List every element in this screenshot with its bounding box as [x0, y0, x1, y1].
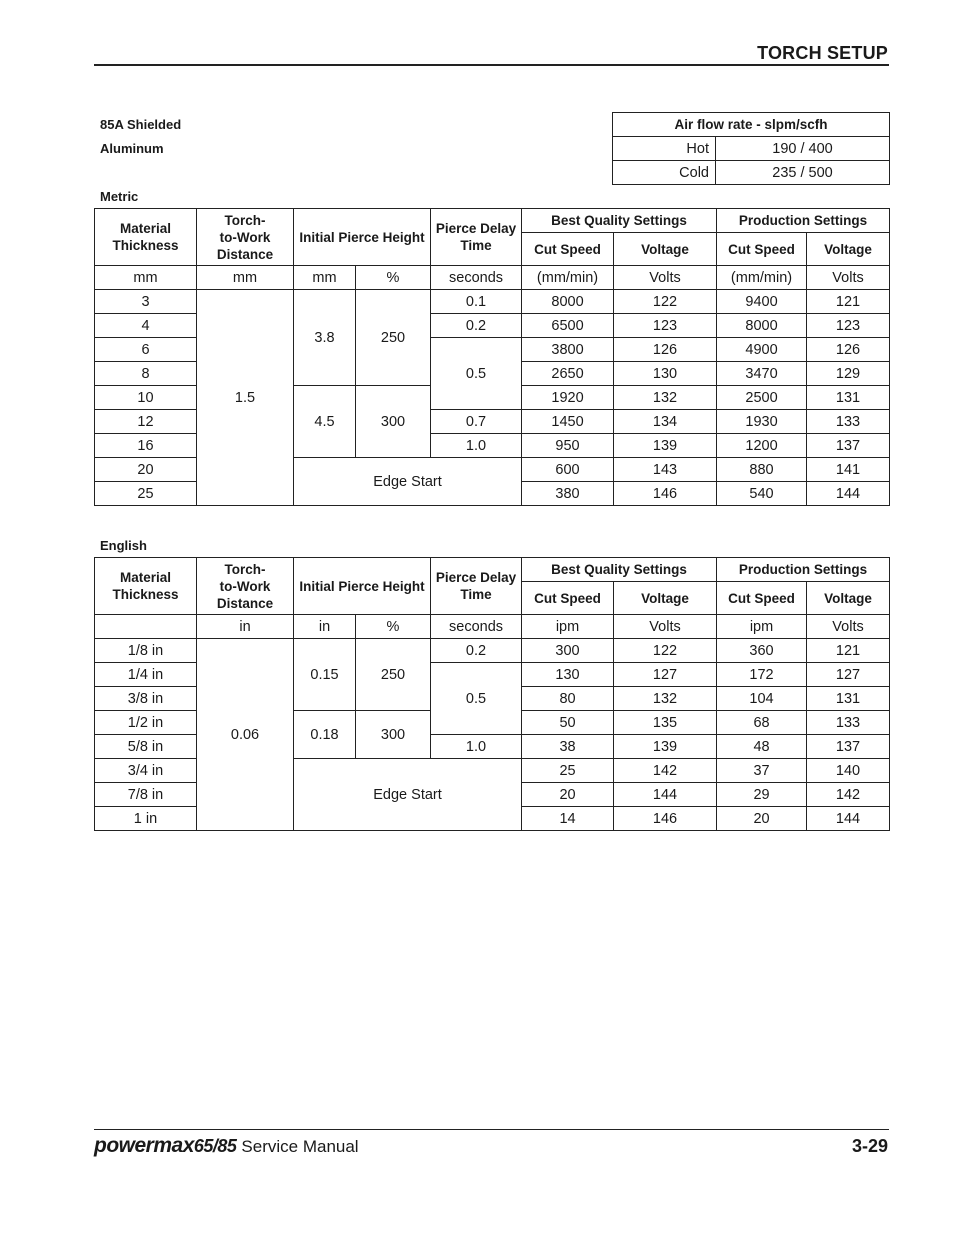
pierce-pct-cell: 250 — [356, 639, 431, 711]
header-bq-cut-speed: Cut Speed — [522, 582, 614, 615]
pr-volts-cell: 137 — [807, 735, 890, 759]
pr-volts-cell: 129 — [807, 362, 890, 386]
header-initial-pierce: Initial Pierce Height — [294, 558, 431, 615]
pr-speed-cell: 540 — [717, 482, 807, 506]
header-torch-to-work: Torch- to-Work Distance — [197, 209, 294, 266]
pr-volts-cell: 131 — [807, 687, 890, 711]
metric-label: Metric — [100, 189, 139, 204]
manual-title: Service Manual — [241, 1137, 359, 1156]
pr-speed-cell: 360 — [717, 639, 807, 663]
unit-cell: % — [356, 615, 431, 639]
airflow-hot-value: 190 / 400 — [716, 137, 890, 161]
delay-cell: 1.0 — [431, 434, 522, 458]
unit-cell: (mm/min) — [522, 266, 614, 290]
airflow-cold-label: Cold — [613, 161, 716, 185]
bq-speed-cell: 3800 — [522, 338, 614, 362]
delay-cell: 0.2 — [431, 314, 522, 338]
delay-cell: 0.5 — [431, 338, 522, 410]
pr-volts-cell: 121 — [807, 639, 890, 663]
header-initial-pierce: Initial Pierce Height — [294, 209, 431, 266]
pr-speed-cell: 68 — [717, 711, 807, 735]
unit-cell: seconds — [431, 266, 522, 290]
unit-cell: ipm — [717, 615, 807, 639]
bq-speed-cell: 300 — [522, 639, 614, 663]
bq-speed-cell: 14 — [522, 807, 614, 831]
header-pr-voltage: Voltage — [807, 233, 890, 266]
header-material-thickness: Material Thickness — [95, 209, 197, 266]
pr-volts-cell: 140 — [807, 759, 890, 783]
unit-cell: Volts — [807, 266, 890, 290]
pierce-pct-cell: 300 — [356, 711, 431, 759]
pr-speed-cell: 37 — [717, 759, 807, 783]
pr-speed-cell: 2500 — [717, 386, 807, 410]
pr-volts-cell: 131 — [807, 386, 890, 410]
thickness-cell: 20 — [95, 458, 197, 482]
footer-brand — [94, 1134, 359, 1158]
bq-speed-cell: 380 — [522, 482, 614, 506]
thickness-cell: 3/8 in — [95, 687, 197, 711]
thickness-cell: 7/8 in — [95, 783, 197, 807]
bq-volts-cell: 139 — [614, 735, 717, 759]
bq-speed-cell: 50 — [522, 711, 614, 735]
header-pierce-delay: Pierce Delay Time — [431, 209, 522, 266]
pierce-height-cell: 3.8 — [294, 290, 356, 386]
bq-speed-cell: 1920 — [522, 386, 614, 410]
header-best-quality: Best Quality Settings — [522, 209, 717, 233]
pierce-height-cell: 0.15 — [294, 639, 356, 711]
footer-rule — [94, 1129, 889, 1130]
airflow-cold-value: 235 / 500 — [716, 161, 890, 185]
unit-cell: seconds — [431, 615, 522, 639]
unit-cell: mm — [197, 266, 294, 290]
thickness-cell: 3 — [95, 290, 197, 314]
edge-start-cell: Edge Start — [294, 759, 522, 831]
pr-volts-cell: 127 — [807, 663, 890, 687]
delay-cell: 0.1 — [431, 290, 522, 314]
thickness-cell: 6 — [95, 338, 197, 362]
thickness-cell: 1/2 in — [95, 711, 197, 735]
pr-volts-cell: 137 — [807, 434, 890, 458]
unit-cell: ipm — [522, 615, 614, 639]
pr-speed-cell: 48 — [717, 735, 807, 759]
brand-model: 65/85 — [193, 1136, 237, 1156]
header-pr-voltage: Voltage — [807, 582, 890, 615]
thickness-cell: 4 — [95, 314, 197, 338]
thickness-cell: 8 — [95, 362, 197, 386]
pr-speed-cell: 4900 — [717, 338, 807, 362]
thickness-cell: 3/4 in — [95, 759, 197, 783]
airflow-table — [612, 112, 890, 185]
bq-volts-cell: 123 — [614, 314, 717, 338]
edge-start-cell: Edge Start — [294, 458, 522, 506]
table-row — [95, 290, 890, 314]
bq-volts-cell: 130 — [614, 362, 717, 386]
bq-volts-cell: 122 — [614, 290, 717, 314]
bq-volts-cell: 143 — [614, 458, 717, 482]
unit-cell: in — [197, 615, 294, 639]
unit-cell: (mm/min) — [717, 266, 807, 290]
pr-volts-cell: 144 — [807, 807, 890, 831]
bq-speed-cell: 600 — [522, 458, 614, 482]
delay-cell: 1.0 — [431, 735, 522, 759]
bq-speed-cell: 1450 — [522, 410, 614, 434]
thickness-cell: 1/8 in — [95, 639, 197, 663]
airflow-hot-label: Hot — [613, 137, 716, 161]
delay-cell: 0.7 — [431, 410, 522, 434]
bq-volts-cell: 132 — [614, 687, 717, 711]
pr-volts-cell: 141 — [807, 458, 890, 482]
brand-name: powermax — [94, 1134, 194, 1157]
english-table — [94, 557, 890, 831]
english-label: English — [100, 538, 147, 553]
pr-volts-cell: 133 — [807, 711, 890, 735]
bq-speed-cell: 80 — [522, 687, 614, 711]
bq-speed-cell: 38 — [522, 735, 614, 759]
unit-cell: mm — [95, 266, 197, 290]
thickness-cell: 1 in — [95, 807, 197, 831]
torch-distance-cell: 0.06 — [197, 639, 294, 831]
pr-volts-cell: 123 — [807, 314, 890, 338]
pr-speed-cell: 880 — [717, 458, 807, 482]
header-material-thickness: Material Thickness — [95, 558, 197, 615]
pr-volts-cell: 133 — [807, 410, 890, 434]
pr-speed-cell: 1200 — [717, 434, 807, 458]
delay-cell: 0.5 — [431, 663, 522, 735]
bq-volts-cell: 139 — [614, 434, 717, 458]
pr-volts-cell: 121 — [807, 290, 890, 314]
pr-speed-cell: 1930 — [717, 410, 807, 434]
bq-volts-cell: 146 — [614, 807, 717, 831]
header-best-quality: Best Quality Settings — [522, 558, 717, 582]
header-bq-cut-speed: Cut Speed — [522, 233, 614, 266]
header-pierce-delay: Pierce Delay Time — [431, 558, 522, 615]
delay-cell: 0.2 — [431, 639, 522, 663]
header-pr-cut-speed: Cut Speed — [717, 233, 807, 266]
thickness-cell: 12 — [95, 410, 197, 434]
pierce-height-cell: 0.18 — [294, 711, 356, 759]
pr-speed-cell: 20 — [717, 807, 807, 831]
pr-speed-cell: 29 — [717, 783, 807, 807]
header-bq-voltage: Voltage — [614, 233, 717, 266]
thickness-cell: 1/4 in — [95, 663, 197, 687]
process-line-1: 85A Shielded — [100, 117, 182, 132]
thickness-cell: 25 — [95, 482, 197, 506]
pr-speed-cell: 3470 — [717, 362, 807, 386]
bq-speed-cell: 20 — [522, 783, 614, 807]
bq-speed-cell: 6500 — [522, 314, 614, 338]
bq-speed-cell: 950 — [522, 434, 614, 458]
unit-cell: Volts — [807, 615, 890, 639]
bq-speed-cell: 2650 — [522, 362, 614, 386]
thickness-cell: 16 — [95, 434, 197, 458]
pr-speed-cell: 9400 — [717, 290, 807, 314]
pierce-height-cell: 4.5 — [294, 386, 356, 458]
bq-volts-cell: 142 — [614, 759, 717, 783]
table-row — [95, 639, 890, 663]
bq-volts-cell: 144 — [614, 783, 717, 807]
bq-speed-cell: 130 — [522, 663, 614, 687]
unit-cell: Volts — [614, 266, 717, 290]
header-torch-to-work: Torch- to-Work Distance — [197, 558, 294, 615]
unit-cell: in — [294, 615, 356, 639]
pr-speed-cell: 172 — [717, 663, 807, 687]
header-production: Production Settings — [717, 209, 890, 233]
pr-volts-cell: 126 — [807, 338, 890, 362]
pr-speed-cell: 104 — [717, 687, 807, 711]
header-pr-cut-speed: Cut Speed — [717, 582, 807, 615]
bq-volts-cell: 126 — [614, 338, 717, 362]
page-number: 3-29 — [851, 1136, 888, 1156]
bq-volts-cell: 134 — [614, 410, 717, 434]
unit-cell: Volts — [614, 615, 717, 639]
metric-table — [94, 208, 890, 506]
bq-volts-cell: 135 — [614, 711, 717, 735]
unit-cell — [95, 615, 197, 639]
torch-distance-cell: 1.5 — [197, 290, 294, 506]
airflow-heading: Air flow rate - slpm/scfh — [613, 113, 890, 137]
thickness-cell: 10 — [95, 386, 197, 410]
bq-volts-cell: 132 — [614, 386, 717, 410]
thickness-cell: 5/8 in — [95, 735, 197, 759]
bq-speed-cell: 8000 — [522, 290, 614, 314]
section-title: TORCH SETUP — [757, 43, 888, 63]
header-production: Production Settings — [717, 558, 890, 582]
process-line-2: Aluminum — [100, 141, 164, 156]
pr-speed-cell: 8000 — [717, 314, 807, 338]
pr-volts-cell: 142 — [807, 783, 890, 807]
pierce-pct-cell: 300 — [356, 386, 431, 458]
unit-cell: mm — [294, 266, 356, 290]
bq-speed-cell: 25 — [522, 759, 614, 783]
bq-volts-cell: 122 — [614, 639, 717, 663]
header-bq-voltage: Voltage — [614, 582, 717, 615]
bq-volts-cell: 127 — [614, 663, 717, 687]
header-rule — [94, 64, 889, 66]
unit-cell: % — [356, 266, 431, 290]
pierce-pct-cell: 250 — [356, 290, 431, 386]
pr-volts-cell: 144 — [807, 482, 890, 506]
bq-volts-cell: 146 — [614, 482, 717, 506]
